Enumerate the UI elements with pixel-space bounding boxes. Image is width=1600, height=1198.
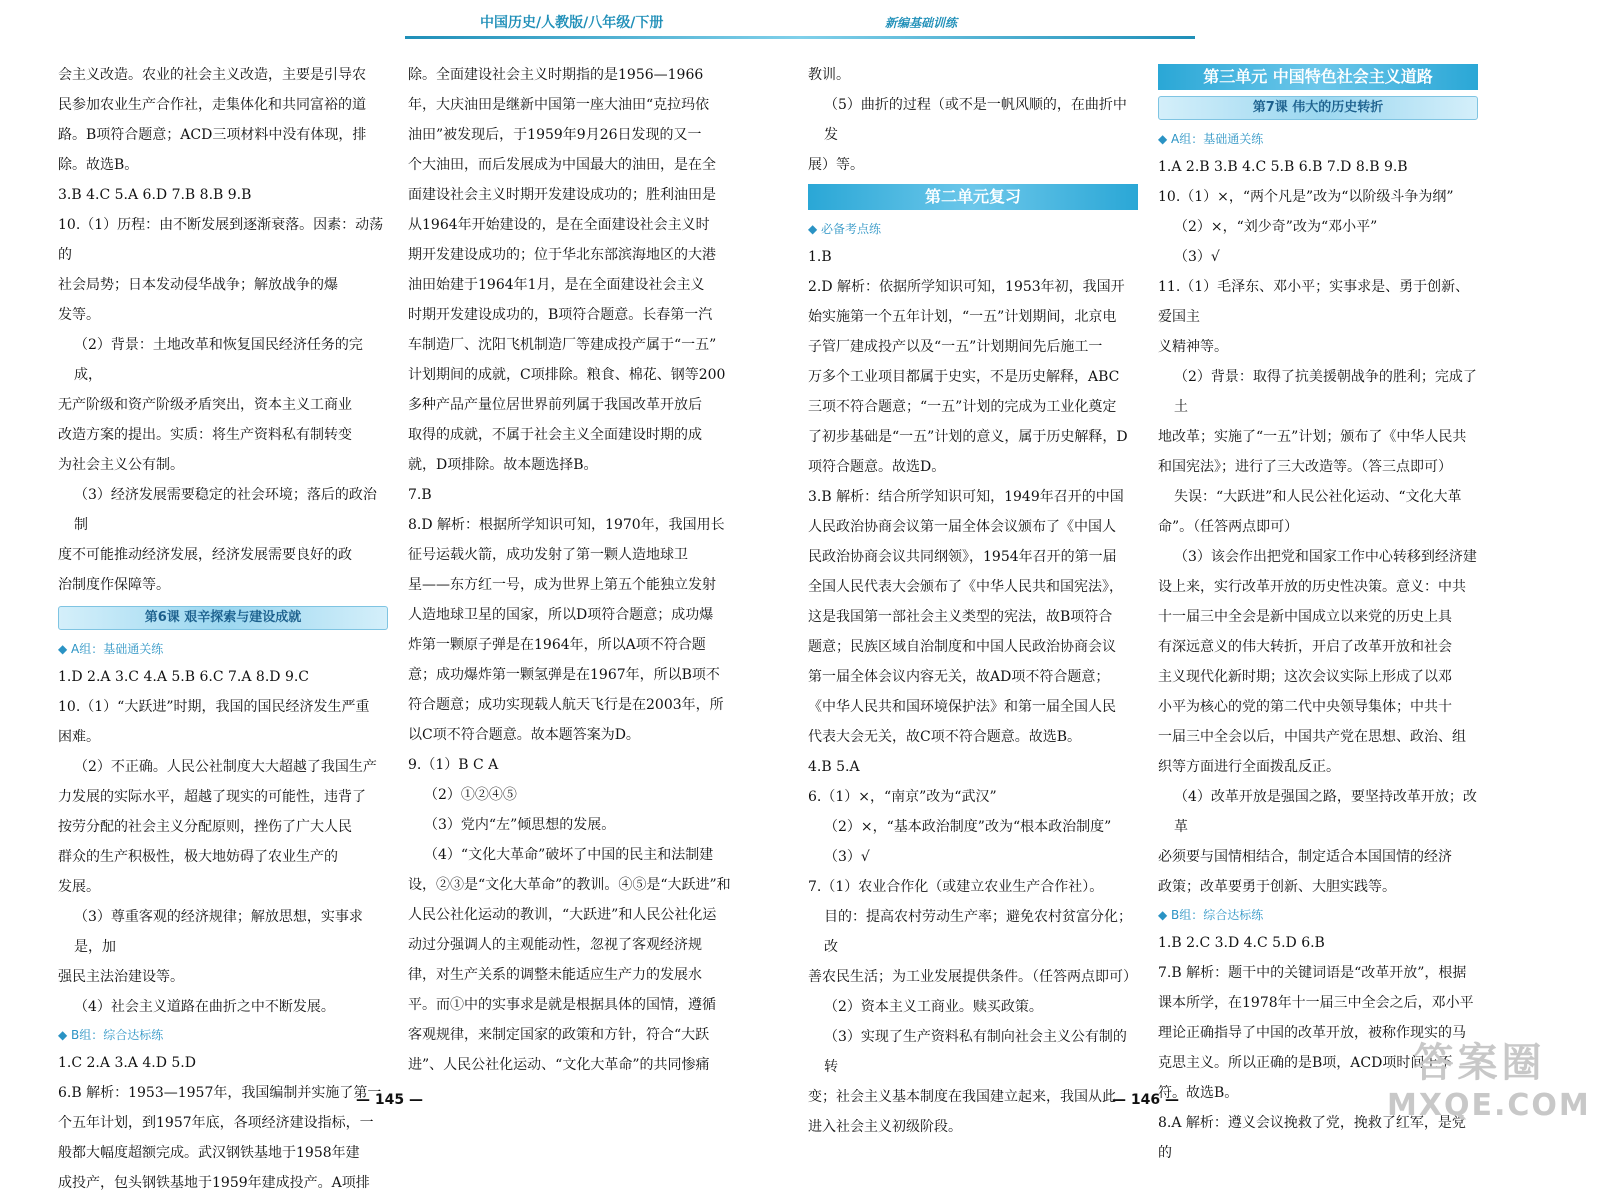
text-line: （5）曲折的过程（或不是一帆风顺的，在曲折中发 [824,97,1127,143]
text-line: 强民主法治建设等。 [58,969,184,985]
column-4 [1158,60,1478,1168]
text-line: （2）资本主义工商业。赎买政策。 [824,999,1043,1015]
text-line: （4）社会主义道路在曲折之中不断发展。 [74,999,335,1015]
text-line: 和国宪法》；进行了三大改造等。（答三点即可） [1158,459,1452,475]
watermark: 答案圈 MXQE.COM [1387,1040,1591,1123]
text-line: 按劳分配的社会主义分配原则，挫伤了广大人民 [58,819,352,835]
text-line: 项符合题意。故选D。 [808,459,946,475]
text-line: 8.D 解析：根据所学知识可知，1970年，我国用长 [408,517,725,533]
text-line: 进”、人民公社化运动、“文化大革命”的共同惨痛 [408,1057,710,1073]
text-line: 9.（1）B C A [408,757,499,773]
text-line: 律，对生产关系的调整未能适应生产力的发展水 [408,967,702,983]
group-b-label-1: ◆ B组：综合达标练 [58,1028,164,1042]
text-line: 为社会主义公有制。 [58,457,184,473]
text-line: 代表大会无关，故C项不符合题意。故选B。 [808,729,1081,745]
text-line: 油田始建于1964年1月，是在全面建设社会主义 [408,277,705,293]
text-line: 第一届全体会议内容无关，故AD项不符合题意； [808,669,1110,685]
text-line: 般都大幅度超额完成。武汉钢铁基地于1958年建 [58,1145,360,1161]
text-line: 教训。 [808,67,850,83]
text-line: 10.（1）×，“两个凡是”改为“以阶级斗争为纲” [1158,189,1454,205]
text-line: （2）不正确。人民公社制度大大超越了我国生产 [74,759,377,775]
text-line: 了初步基础是“一五”计划的意义，属于历史解释，D [808,429,1128,445]
text-line: 这是我国第一部社会主义类型的宪法，故B项符合 [808,609,1113,625]
text-line: 发展。 [58,879,100,895]
header-title: 中国历史/人教版/八年级/下册 [480,15,664,31]
text-line: （3）该会作出把党和国家工作中心转移到经济建 [1174,549,1477,565]
text-line: 动过分强调人的主观能动性，忽视了客观经济规 [408,937,702,953]
text-line: 改造方案的提出。实质：将生产资料私有制转变 [58,427,352,443]
text-line: 计划期间的成就，C项排除。粮食、棉花、钢等200 [408,367,726,383]
text-line: 民政治协商会议共同纲领》，1954年召开的第一届 [808,549,1117,565]
page-header [0,6,1600,40]
header-brand: 新编基础训练 [885,16,958,30]
text-line: 3.B 4.C 5.A 6.D 7.B 8.B 9.B [58,187,252,203]
lesson-7-banner: 第7课 伟大的历史转折 [1158,96,1478,120]
text-line: 人造地球卫星的国家，所以D项符合题意；成功爆 [408,607,714,623]
text-line: 有深远意义的伟大转折，开启了改革开放和社会 [1158,639,1452,655]
text-line: 设，②③是“文化大革命”的教训。④⑤是“大跃进”和 [408,877,731,893]
text-line: 7.（1）农业合作化（或建立农业生产合作社）。 [808,879,1104,895]
text-line: 课本所学，在1978年十一届三中全会之后，邓小平 [1158,995,1474,1011]
text-line: （4）“文化大革命”破坏了中国的民主和法制建 [424,847,714,863]
text-line: 义精神等。 [1158,339,1228,355]
text-line: 年，大庆油田是继新中国第一座大油田“克拉玛依 [408,97,710,113]
text-line: 发等。 [58,307,100,323]
text-line: 全国人民代表大会颁布了《中华人民共和国宪法》， [808,579,1123,595]
text-line: 织等方面进行全面拨乱反正。 [1158,759,1340,775]
text-line: 4.B 5.A [808,759,860,775]
text-line: 善农民生活；为工业发展提供条件。（任答两点即可） [808,969,1137,985]
text-line: 度不可能推动经济发展，经济发展需要良好的政 [58,547,352,563]
text-line: 一届三中全会以后，中国共产党在思想、政治、组 [1158,729,1466,745]
text-line: 困难。 [58,729,100,745]
text-line: 1.B 2.C 3.D 4.C 5.D 6.B [1158,935,1325,951]
text-line: 个五年计划，到1957年底，各项经济建设指标，一 [58,1115,374,1131]
text-line: 时期开发建设成功的，B项符合题意。长春第一汽 [408,307,713,323]
text-line: 期开发建设成功的；位于华北东部滨海地区的大港 [408,247,716,263]
text-line: 会主义改造。农业的社会主义改造，主要是引导农 [58,67,366,83]
text-line: 平。而①中的实事求是就是根据具体的国情，遵循 [408,997,716,1013]
text-line: 1.A 2.B 3.B 4.C 5.B 6.B 7.D 8.B 9.B [1158,159,1408,175]
text-line: 车制造厂、沈阳飞机制造厂等建成投产属于“一五” [408,337,717,353]
text-line: 《中华人民共和国环境保护法》和第一届全国人民 [808,699,1116,715]
text-line: （3）经济发展需要稳定的社会环境；落后的政治制 [74,487,377,533]
text-line: 从1964年开始建设的，是在全面建设社会主义时 [408,217,710,233]
text-line: （3）尊重客观的经济规律；解放思想，实事求是，加 [74,909,363,955]
text-line: 以C项不符合题意。故本题答案为D。 [408,727,640,743]
text-line: 失误：“大跃进”和人民公社化运动、“文化大革 [1174,489,1462,505]
text-line: 目的：提高农村劳动生产率；避免农村贫富分化；改 [824,909,1132,955]
text-line: 社会局势；日本发动侵华战争；解放战争的爆 [58,277,338,293]
text-line: 油田”被发现后，于1959年9月26日发现的又一 [408,127,702,143]
unit-3-banner: 第三单元 中国特色社会主义道路 [1158,64,1478,90]
text-line: 取得的成就，不属于社会主义全面建设时期的成 [408,427,702,443]
text-line: 三项不符合题意；“一五”计划的完成为工业化奠定 [808,399,1117,415]
text-line: 11.（1）毛泽东、邓小平；实事求是、勇于创新、爱国主 [1158,279,1470,325]
text-line: 政策；改革要勇于创新、大胆实践等。 [1158,879,1396,895]
text-line: 10.（1）历程：由不断发展到逐渐衰落。因素：动荡的 [58,217,384,263]
text-line: 展）等。 [808,157,864,173]
text-line: 十一届三中全会是新中国成立以来党的历史上具 [1158,609,1452,625]
text-line: 7.B 解析：题干中的关键词语是“改革开放”，根据 [1158,965,1467,981]
text-line: 7.B [408,487,432,503]
text-line: 必须要与国情相结合，制定适合本国国情的经济 [1158,849,1452,865]
text-line: 1.C 2.A 3.A 4.D 5.D [58,1055,196,1071]
text-line: 成投产，包头钢铁基地于1959年建成投产。A项排 [58,1175,370,1191]
text-line: 8.A 解析：遵义会议挽救了党，挽救了红军，是党的 [1158,1115,1466,1161]
column-3 [808,60,1138,1142]
text-line: 星——东方红一号，成为世界上第五个能独立发射 [408,577,716,593]
text-line: 符合题意；成功实现载人航天飞行是在2003年，所 [408,697,724,713]
text-line: 1.D 2.A 3.C 4.A 5.B 6.C 7.A 8.D 9.C [58,669,310,685]
text-line: 理论正确指导了中国的改革开放，被称作现实的马 [1158,1025,1466,1041]
text-line: 路。B项符合题意；ACD三项材料中没有体现，排 [58,127,367,143]
text-line: 除。故选B。 [58,157,139,173]
text-line: 设上来，实行改革开放的历史性决策。意义：中共 [1158,579,1466,595]
text-line: 万多个工业项目都属于史实，不是历史解释，ABC [808,369,1120,385]
lesson-6-banner: 第6课 艰辛探索与建设成就 [58,606,388,630]
text-line: 进入社会主义初级阶段。 [808,1119,962,1135]
text-line: （2）背景：土地改革和恢复国民经济任务的完成， [74,337,363,383]
text-line: 小平为核心的党的第二代中央领导集体；中共十 [1158,699,1452,715]
text-line: 除。全面建设社会主义时期指的是1956—1966 [408,67,704,83]
text-line: 命”。（任答两点即可） [1158,519,1299,535]
text-line: 6.（1）×，“南京”改为“武汉” [808,789,997,805]
text-line: 征号运载火箭，成功发射了第一颗人造地球卫 [408,547,688,563]
column-1 [58,60,388,1198]
text-line: 多种产品产量位居世界前列属于我国改革开放后 [408,397,702,413]
text-line: （2）×，“刘少奇”改为“邓小平” [1174,219,1378,235]
text-line: （2）背景：取得了抗美援朝战争的胜利；完成了土 [1174,369,1477,415]
text-line: 1.B [808,249,832,265]
page-number-right: — 146 — [1112,1092,1179,1108]
text-line: 变；社会主义基本制度在我国建立起来，我国从此 [808,1089,1116,1105]
text-line: 个大油田，而后发展成为中国最大的油田，是在全 [408,157,716,173]
text-line: 民参加农业生产合作社，走集体化和共同富裕的道 [58,97,366,113]
text-line: 10.（1）“大跃进”时期，我国的国民经济发生严重 [58,699,370,715]
group-a-label-4: ◆ A组：基础通关练 [1158,132,1264,146]
text-line: 群众的生产积极性，极大地妨碍了农业生产的 [58,849,338,865]
text-line: 面建设社会主义时期开发建设成功的；胜利油田是 [408,187,716,203]
group-b-label-4: ◆ B组：综合达标练 [1158,908,1264,922]
text-line: 无产阶级和资产阶级矛盾突出，资本主义工商业 [58,397,352,413]
text-line: 6.B 解析：1953—1957年，我国编制并实施了第一 [58,1085,382,1101]
group-label-3: ◆ 必备考点练 [808,222,882,236]
text-line: 就，D项排除。故本题选择B。 [408,457,598,473]
text-line: 力发展的实际水平，超越了现实的可能性，违背了 [58,789,366,805]
text-line: 符。故选B。 [1158,1085,1239,1101]
text-line: 炸第一颗原子弹是在1964年，所以A项不符合题 [408,637,706,653]
text-line: 子管厂建成投产以及“一五”计划期间先后施工一 [808,339,1103,355]
text-line: （3）√ [1174,249,1220,265]
unit-2-review-banner: 第二单元复习 [808,184,1138,210]
header-rule [405,36,1195,39]
text-line: 3.B 解析：结合所学知识可知，1949年召开的中国 [808,489,1124,505]
text-line: 客观规律，来制定国家的政策和方针，符合“大跃 [408,1027,710,1043]
text-line: （4）改革开放是强国之路，要坚持改革开放；改革 [1174,789,1477,835]
text-line: （3）实现了生产资料私有制向社会主义公有制的转 [824,1029,1127,1075]
text-line: （3）党内“左”倾思想的发展。 [424,817,616,833]
group-a-label-1: ◆ A组：基础通关练 [58,642,164,656]
text-line: 主义现代化新时期；这次会议实际上形成了以邓 [1158,669,1452,685]
text-line: 意；成功爆炸第一颗氢弹是在1967年，所以B项不 [408,667,720,683]
column-2 [408,60,743,1080]
page-number-left: — 145 — [356,1092,423,1108]
text-line: 克思主义。所以正确的是B项，ACD项时间上不 [1158,1055,1453,1071]
text-line: 人民政治协商会议第一届全体会议颁布了《中国人 [808,519,1116,535]
text-line: 治制度作保障等。 [58,577,170,593]
text-line: （3）√ [824,849,870,865]
text-line: 地改革；实施了“一五”计划；颁布了《中华人民共 [1158,429,1467,445]
text-line: 始实施第一个五年计划，“一五”计划期间，北京电 [808,309,1117,325]
text-line: 2.D 解析：依据所学知识可知，1953年初，我国开 [808,279,1125,295]
text-line: （2）①②④⑤ [424,787,517,803]
text-line: 题意；民族区域自治制度和中国人民政治协商会议 [808,639,1116,655]
text-line: （2）×，“基本政治制度”改为“根本政治制度” [824,819,1112,835]
text-line: 人民公社化运动的教训，“大跃进”和人民公社化运 [408,907,717,923]
